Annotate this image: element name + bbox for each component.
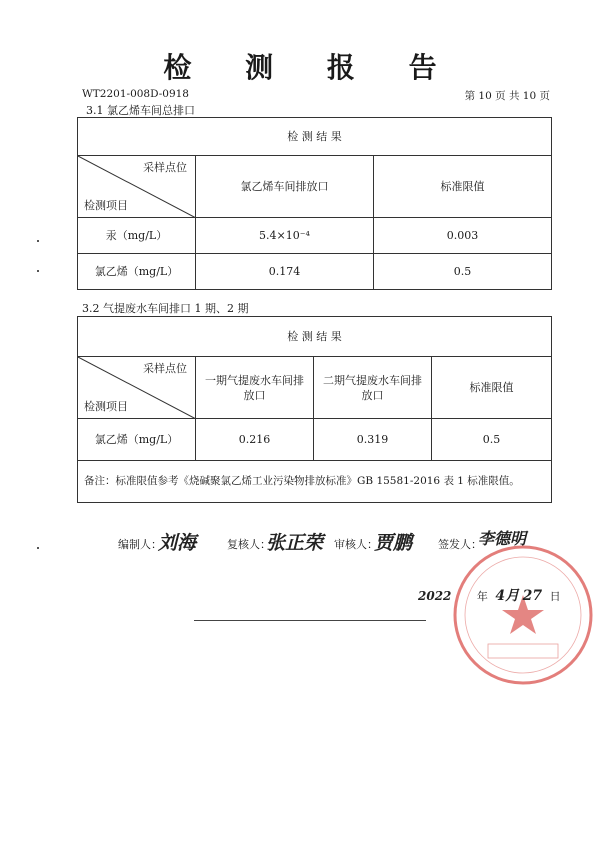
section1-col-outlet: 氯乙烯车间排放口 [196, 156, 374, 218]
document-number: WT2201-008D-0918 [82, 88, 189, 100]
official-seal-icon [448, 540, 598, 690]
section1-col-limit: 标准限值 [374, 156, 552, 218]
date-day: 27 [522, 588, 543, 604]
section1-diag-bottom: 检测项目 [84, 199, 128, 212]
divider-line [194, 620, 426, 621]
section2-col-limit: 标准限值 [432, 357, 552, 419]
page-indicator: 第 10 页 共 10 页 [464, 90, 550, 102]
report-title: 检 测 报 告 [163, 51, 459, 84]
table-row-item: 氯乙烯（mg/L） [78, 419, 196, 461]
reviewer-signature: 张正荣 [266, 532, 324, 554]
section2-title: 3.2 气提废水车间排口 1 期、2 期 [82, 302, 249, 315]
table-row-value: 0.319 [314, 419, 432, 461]
scan-speck [37, 270, 39, 272]
issuer-signature: 李德明 [478, 529, 527, 548]
section2-table [77, 316, 552, 503]
compiler-label: 编制人： [118, 538, 162, 551]
reviewer-label: 复核人： [227, 538, 271, 551]
date-year: 2022 [418, 589, 452, 603]
date-year-char: 年 [476, 590, 488, 603]
section2-col-phase2 [314, 357, 432, 419]
section2-col-phase1-line1: 一期气提废水车间排 [205, 373, 304, 387]
auditor-label: 审核人： [334, 538, 378, 551]
table-row-value: 0.174 [196, 254, 374, 290]
section2-note: 备注：标准限值参考《烧碱聚氯乙烯工业污染物排放标准》GB 15581-2016 表 1 标准限值。 [78, 461, 552, 503]
section2-diag-top: 采样点位 [143, 362, 187, 375]
section2-col-phase2-line1: 二期气提废水车间排 [323, 373, 422, 387]
table-row-limit: 0.5 [432, 419, 552, 461]
date-month: 4月 [495, 588, 520, 604]
section2-header: 检 测 结 果 [78, 317, 552, 357]
section1-title: 3.1 氯乙烯车间总排口 [86, 104, 195, 117]
section1-diag-top: 采样点位 [143, 161, 187, 174]
issuer-label: 签发人： [438, 538, 482, 551]
section1-header: 检 测 结 果 [78, 118, 552, 156]
scan-speck [37, 547, 39, 549]
table-row-value: 5.4×10⁻⁴ [196, 218, 374, 254]
auditor-signature: 贾鹏 [374, 532, 413, 554]
scan-speck [37, 240, 39, 242]
table-row-value: 0.216 [196, 419, 314, 461]
section2-col-phase1 [196, 357, 314, 419]
table-row-limit: 0.003 [374, 218, 552, 254]
section2-diag-cell [78, 357, 196, 419]
section2-col-phase2-line2: 放口 [361, 388, 384, 402]
table-row-limit: 0.5 [374, 254, 552, 290]
compiler-signature: 刘海 [158, 532, 197, 554]
date-day-char: 日 [549, 590, 561, 603]
table-row-item: 氯乙烯（mg/L） [78, 254, 196, 290]
section2-col-phase1-line2: 放口 [243, 388, 266, 402]
section1-diag-cell [78, 156, 196, 218]
section1-table [77, 117, 552, 290]
section2-diag-bottom: 检测项目 [84, 400, 128, 413]
issue-date [418, 585, 561, 605]
table-row-item: 汞（mg/L） [78, 218, 196, 254]
